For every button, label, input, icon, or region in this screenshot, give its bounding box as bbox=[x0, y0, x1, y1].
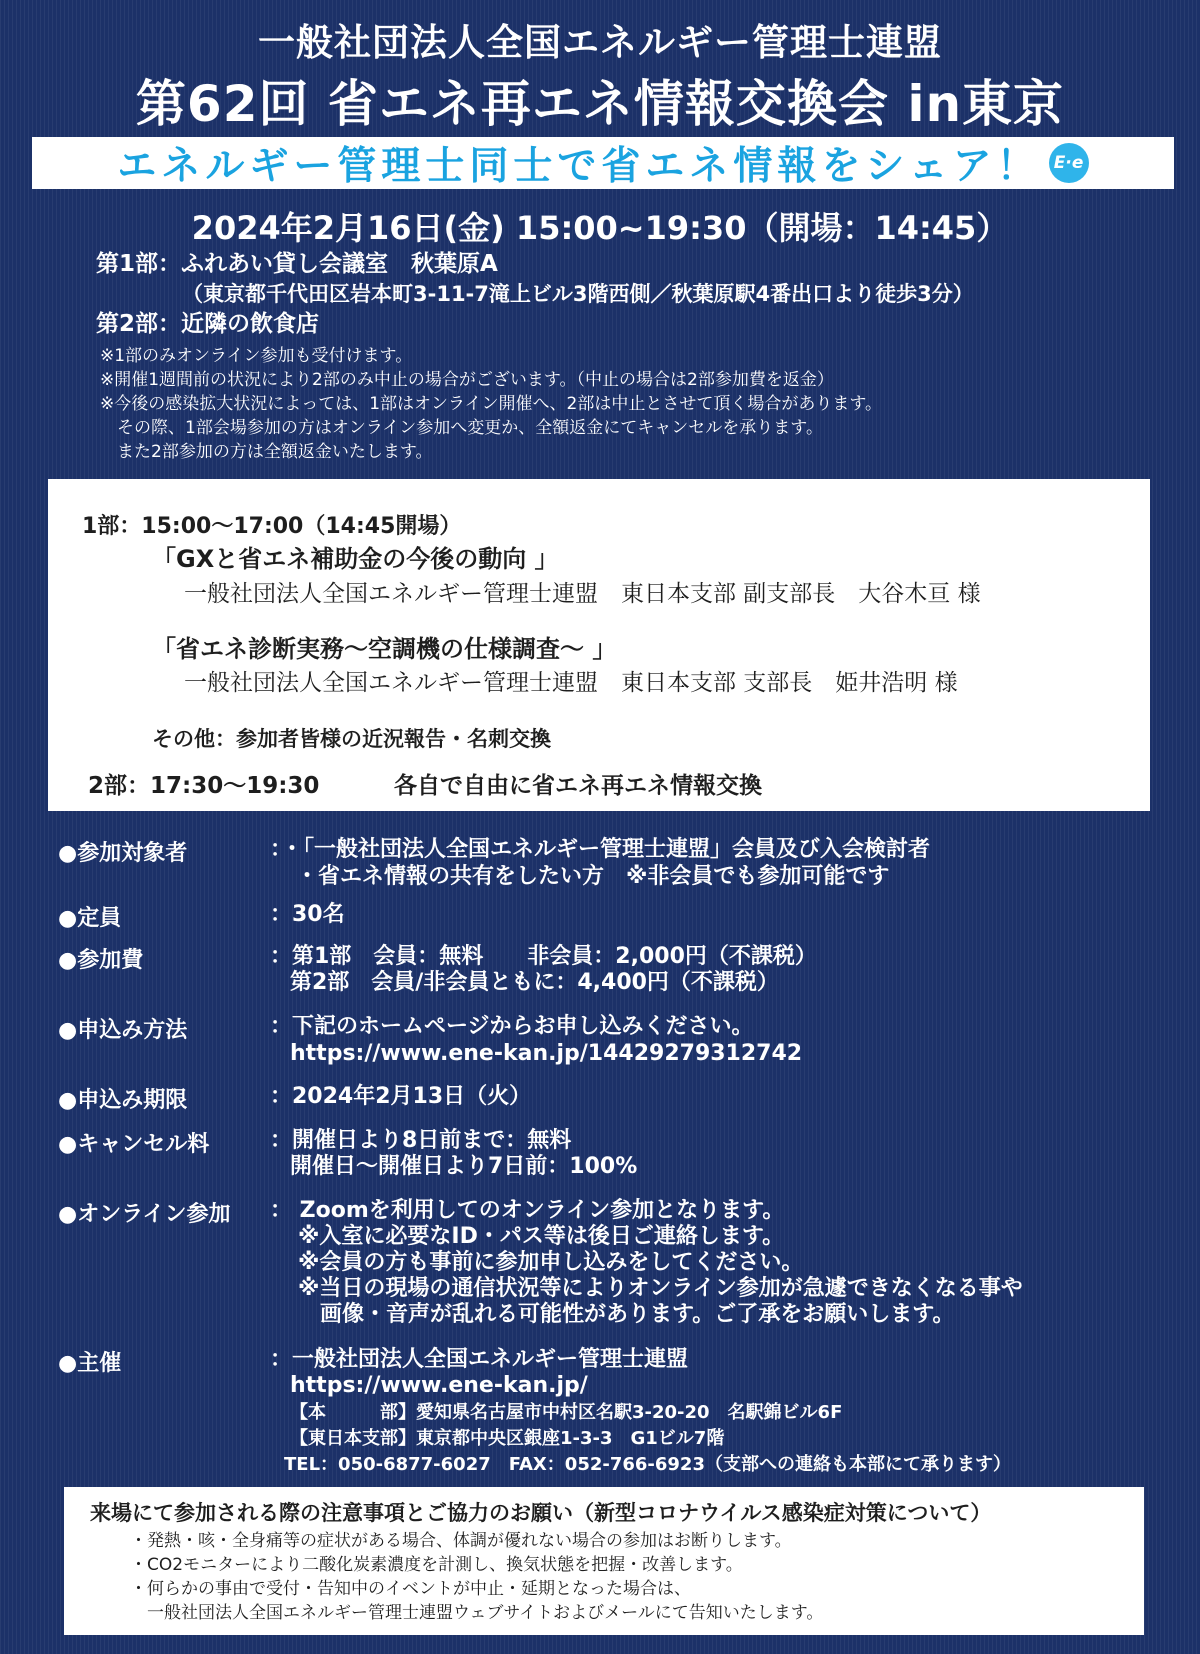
notice-list bbox=[130, 1529, 823, 1625]
notice-title: 来場にて参加される際の注意事項とご協力のお願い（新型コロナウイルス感染症対策について） bbox=[90, 1501, 992, 1525]
part2-venue: 第2部：近隣の飲食店 bbox=[96, 311, 320, 337]
host-hq-address: 【本 部】愛知県名古屋市中村区名駅3-20-20 名駅錦ビル6F bbox=[290, 1402, 843, 1423]
online-value-1: ： Zoomを利用してのオンライン参加となります。 bbox=[270, 1198, 785, 1223]
capacity-label: ●定員 bbox=[58, 906, 122, 931]
note-line: ※今後の感染拡大状況によっては、1部はオンライン開催へ、2部は中止とさせて頂く場合があります。 bbox=[100, 394, 883, 414]
note-line: ※1部のみオンライン参加も受付けます。 bbox=[100, 346, 413, 366]
apply-label: ●申込み方法 bbox=[58, 1018, 188, 1043]
cancel-value-2: 開催日～開催日より7日前：100% bbox=[290, 1154, 638, 1179]
apply-value-1: ：下記のホームページからお申し込みください。 bbox=[270, 1014, 754, 1039]
target-value-2: ・省エネ情報の共有をしたい方 ※非会員でも参加可能です bbox=[296, 864, 890, 889]
host-label: ●主催 bbox=[58, 1351, 122, 1376]
org-title: 一般社団法人全国エネルギー管理士連盟 bbox=[258, 21, 942, 64]
target-value-1: ：・「一般社団法人全国エネルギー管理士連盟」会員及び入会検討者 bbox=[270, 837, 931, 862]
cancel-value-1: ：開催日より8日前まで：無料 bbox=[270, 1128, 572, 1153]
event-datetime: 2024年2月16日(金) 15:00~19:30（開場：14:45） bbox=[191, 209, 1009, 247]
ee-logo-icon: E·e bbox=[1049, 143, 1089, 183]
cancel-label: ●キャンセル料 bbox=[58, 1132, 210, 1157]
part1-venue: 第1部：ふれあい貸し会議室 秋葉原A bbox=[96, 251, 498, 277]
host-url[interactable]: https://www.ene-kan.jp/ bbox=[290, 1373, 588, 1398]
tagline: エネルギー管理士同士で省エネ情報をシェア！ bbox=[117, 144, 1041, 189]
notice-box bbox=[64, 1487, 1144, 1635]
online-label: ●オンライン参加 bbox=[58, 1202, 231, 1227]
notice-item: ・発熱・咳・全身痛等の症状がある場合、体調が優れない場合の参加はお断りします。 bbox=[130, 1531, 792, 1551]
fee-value-1: ：第1部 会員：無料 非会員：2,000円（不課税） bbox=[270, 944, 817, 969]
target-label: ●参加対象者 bbox=[58, 841, 188, 866]
part1-address: （東京都千代田区岩本町3-11-7滝上ビル3階西側／秋葉原駅4番出口より徒歩3分） bbox=[182, 282, 974, 306]
online-value-5: 画像・音声が乱れる可能性があります。ご了承をお願いします。 bbox=[320, 1302, 955, 1327]
part2-desc: 各自で自由に省エネ再エネ情報交換 bbox=[394, 773, 762, 799]
notice-item: ・CO2モニターにより二酸化炭素濃度を計測し、換気状態を把握・改善します。 bbox=[130, 1555, 743, 1575]
tagline-banner bbox=[32, 137, 1174, 189]
event-title: 第62回 省エネ再エネ情報交換会 in東京 bbox=[135, 75, 1065, 133]
capacity-value: ：30名 bbox=[270, 902, 345, 927]
part1-time: 1部：15:00～17:00（14:45開場） bbox=[82, 514, 462, 539]
deadline-label: ●申込み期限 bbox=[58, 1088, 188, 1113]
online-value-4: ※当日の現場の通信状況等によりオンライン参加が急遽できなくなる事や bbox=[298, 1276, 1023, 1301]
talk2-title: 「省エネ診断実務～空調機の仕様調査～ 」 bbox=[152, 635, 617, 663]
apply-url[interactable]: https://www.ene-kan.jp/14429279312742 bbox=[290, 1041, 803, 1066]
program-other: その他：参加者皆様の近況報告・名刺交換 bbox=[152, 727, 551, 751]
notice-item: ・何らかの事由で受付・告知中のイベントが中止・延期となった場合は、 bbox=[130, 1579, 691, 1599]
note-line: その際、1部会場参加の方はオンライン参加へ変更か、全額返金にてキャンセルを承ります。 bbox=[100, 418, 823, 438]
deadline-value: ：2024年2月13日（火） bbox=[270, 1084, 532, 1109]
host-value-1: ：一般社団法人全国エネルギー管理士連盟 bbox=[270, 1347, 689, 1372]
fee-label: ●参加費 bbox=[58, 948, 144, 973]
note-line: また2部参加の方は全額返金いたします。 bbox=[100, 442, 433, 462]
host-contact: TEL：050-6877-6027 FAX：052-766-6923（支部への連絡も本部にて承ります） bbox=[284, 1454, 1011, 1475]
talk1-speaker: 一般社団法人全国エネルギー管理士連盟 東日本支部 副支部長 大谷木亘 様 bbox=[184, 581, 981, 607]
host-east-address: 【東日本支部】東京都中央区銀座1-3-3 G1ビル7階 bbox=[290, 1428, 725, 1449]
notice-item: 一般社団法人全国エネルギー管理士連盟ウェブサイトおよびメールにて告知いたします。 bbox=[130, 1603, 824, 1623]
program-box bbox=[48, 479, 1150, 811]
part2-time: 2部：17:30～19:30 bbox=[88, 773, 320, 799]
note-line: ※開催1週間前の状況により2部のみ中止の場合がございます。（中止の場合は2部参加費を返金） bbox=[100, 370, 834, 390]
online-value-2: ※入室に必要なID・パス等は後日ご連絡します。 bbox=[298, 1224, 785, 1249]
online-value-3: ※会員の方も事前に参加申し込みをしてください。 bbox=[298, 1250, 804, 1275]
talk2-speaker: 一般社団法人全国エネルギー管理士連盟 東日本支部 支部長 姫井浩明 様 bbox=[184, 670, 958, 696]
talk1-title: 「GXと省エネ補助金の今後の動向 」 bbox=[152, 545, 559, 573]
event-notes bbox=[100, 344, 882, 464]
fee-value-2: 第2部 会員/非会員ともに：4,400円（不課税） bbox=[290, 970, 779, 995]
